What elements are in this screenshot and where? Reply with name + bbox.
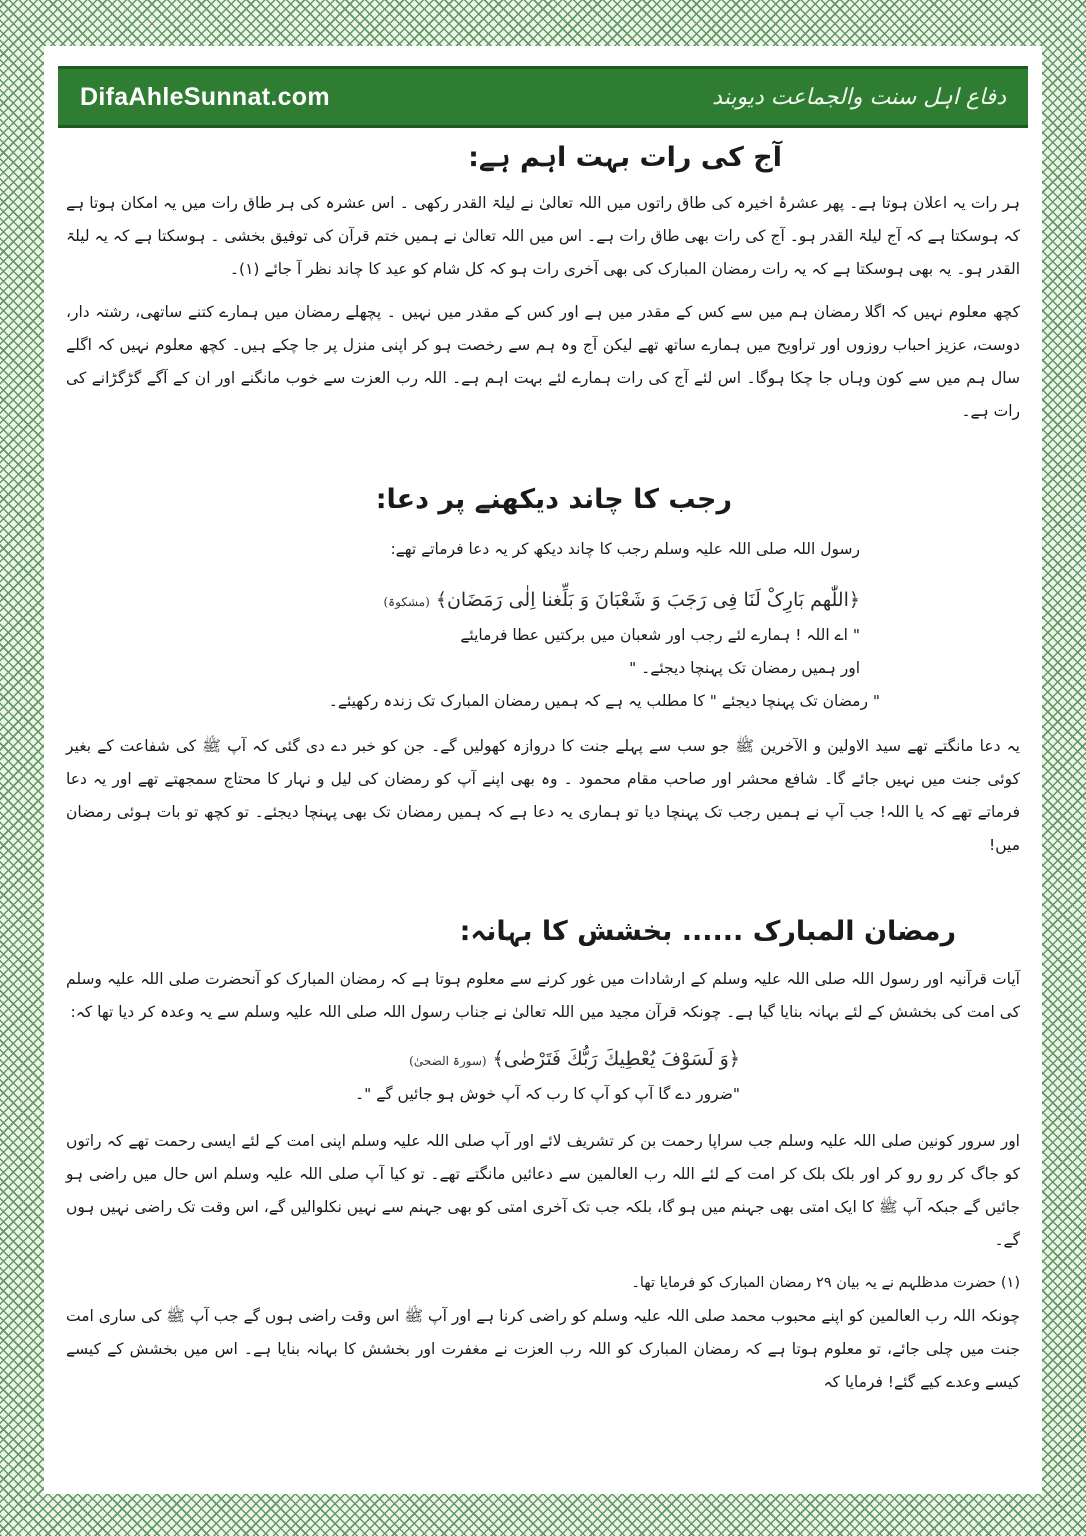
site-name[interactable]: DifaAhleSunnat.com — [80, 82, 330, 111]
ayah-reference: (سورۃ الضحیٰ) — [409, 1054, 487, 1068]
dua-reference: (مشکوۃ) — [383, 595, 430, 609]
dua-arabic — [66, 584, 1020, 619]
dua-translation: " اے اللہ ! ہمارے لئے رجب اور شعبان میں برکتیں عطا فرمایئے — [460, 626, 860, 644]
section-heading: رمضان المبارک ...... بخشش کا بہانہ: — [459, 916, 956, 947]
paragraph: ہر رات یہ اعلان ہوتا ہے۔ پھر عشرۂ اخیرہ کی طاق راتوں میں اللہ تعالیٰ نے لیلۃ القدر رکھی ۔ اس عشرہ کی ہر طاق رات میں یہ امکان ہوتا ہے کہ ہوسکتا ہے کہ آج لیلۃ القدر ہو۔ آج کی رات بھی طاق رات ہے۔ اس میں اللہ تعالیٰ نے ہمیں ختم قرآن کی توفیق بخشی ۔ ہوسکتا ہے کہ یہ لیلۃ القدر ہو۔ یہ بھی ہوسکتا ہے کہ یہ رات رمضان المبارک کی بھی آخری رات ہو کہ کل شام کو عید کا چاند نظر آ جائے (۱)۔ — [66, 194, 1020, 278]
dua-intro: رسول اللہ صلی اللہ علیہ وسلم رجب کا چاند دیکھ کر یہ دعا فرماتے تھے: — [390, 540, 860, 558]
dua-text: ﴿اللّٰھم بَارِکْ لَنَا فِی رَجَبَ وَ شَعْبَانَ وَ بَلِّغنا اِلٰی رَمَضَان﴾ — [435, 589, 860, 611]
document-page — [44, 46, 1042, 1494]
ayah-translation: "ضرور دے گا آپ کو آپ کا رب کہ آپ خوش ہو جائیں گے "۔ — [355, 1085, 740, 1103]
ayah-arabic — [66, 1043, 1020, 1078]
section-heading: رجب کا چاند دیکھنے پر دعا: — [375, 484, 732, 515]
dua-explanation: " رمضان تک پہنچا دیجئے " کا مطلب یہ ہے کہ ہمیں رمضان المبارک تک زندہ رکھیئے۔ — [328, 692, 880, 710]
paragraph: اور سرور کونین صلی اللہ علیہ وسلم جب سراپا رحمت بن کر تشریف لائے اور آپ صلی اللہ علیہ وسلم اپنی امت کے لئے ایسی رحمت تھے کہ راتوں کو جاگ کر رو رو کر اور بلک بلک کر امت کے لئے اللہ رب العالمین سے دعائیں مانگتے تھے۔ تو کیا آپ صلی اللہ علیہ وسلم اس حال میں راضی ہو جائیں گے جبکہ آپ ﷺ کا ایک امتی بھی جہنم میں ہو گا، بلکہ جب تک آخری امتی کو بھی جہنم سے نہیں نکلوالیں گے، اس وقت تک راضی نہیں ہوں گے۔ — [66, 1132, 1020, 1249]
footnote: (۱) حضرت مدظلہم نے یہ بیان ۲۹ رمضان المبارک کو فرمایا تھا۔ — [631, 1275, 1020, 1291]
paragraph: چونکہ اللہ رب العالمین کو اپنے محبوب محمد صلی اللہ علیہ وسلم کو راضی کرنا ہے اور آپ ﷺ اس وقت راضی ہوں گے جب آپ ﷺ کی ساری امت جنت میں چلی جائے، تو معلوم ہوتا ہے کہ رمضان المبارک کو اللہ رب العزت نے مغفرت اور بخشش کا بہانہ بنایا ہے۔ اس میں بخشش کے کیسے کیسے وعدے کیے گئے! فرمایا کہ — [66, 1307, 1020, 1391]
dua-translation: اور ہمیں رمضان تک پہنچا دیجئے۔ " — [629, 659, 860, 677]
paragraph: یہ دعا مانگتے تھے سید الاولین و الآخرین ﷺ جو سب سے پہلے جنت کا دروازہ کھولیں گے۔ جن کو خبر دے دی گئی کہ آپ ﷺ کی شفاعت کے بغیر کوئی جنت میں نہیں جائے گا۔ شافع محشر اور صاحب مقام محمود ۔ وہ بھی اپنے آپ کو رمضان کی لیل و نہار کا محتاج سمجھتے تھے اور یہ دعا فرماتے تھے کہ یا اللہ! جب آپ نے ہمیں رجب تک پہنچا دیا تو ہماری یہ دعا ہے کہ ہمیں رمضان تک بھی پہنچا دیجئے۔ تو کچھ تو بات ہوئی رمضان میں! — [66, 737, 1020, 854]
paragraph: آیات قرآنیہ اور رسول اللہ صلی اللہ علیہ وسلم کے ارشادات میں غور کرنے سے معلوم ہوتا ہے کہ رمضان المبارک کو آنحضرت صلی اللہ علیہ وسلم کی امت کی بخشش کے لئے بہانہ بنایا گیا ہے۔ چونکہ قرآن مجید میں اللہ تعالیٰ نے جناب رسول اللہ صلی اللہ علیہ وسلم سے یہ وعدہ کر دیا تھا کہ: — [66, 970, 1020, 1021]
site-title-urdu: دفاع اہل سنت والجماعت دیوبند — [712, 84, 1006, 110]
ayah-text: ﴿وَ لَسَوْفَ يُعْطِيكَ رَبُّكَ فَتَرْضٰى﴾ — [492, 1048, 740, 1070]
header-banner — [58, 66, 1028, 128]
section-heading: آج کی رات بہت اہم ہے: — [468, 142, 782, 173]
article-body — [66, 132, 1020, 1399]
paragraph: کچھ معلوم نہیں کہ اگلا رمضان ہم میں سے کس کے مقدر میں ہے اور کس کے مقدر میں نہیں ۔ پچھلے رمضان میں ہمارے کتنے ساتھی، رشتہ دار، دوست، عزیز احباب روزوں اور تراویح میں ہمارے ساتھ تھے لیکن آج وہ ہم سے رخصت ہو کر اپنی منزل پر جا چکے ہیں۔ کچھ معلوم نہیں کہ اگلے سال ہم میں سے کون وہاں جا چکا ہوگا۔ اس لئے آج کی رات ہمارے لئے بہت اہم ہے۔ اللہ رب العزت سے خوب مانگنے اور ان کے آگے گڑگڑانے کی رات ہے۔ — [66, 303, 1020, 420]
